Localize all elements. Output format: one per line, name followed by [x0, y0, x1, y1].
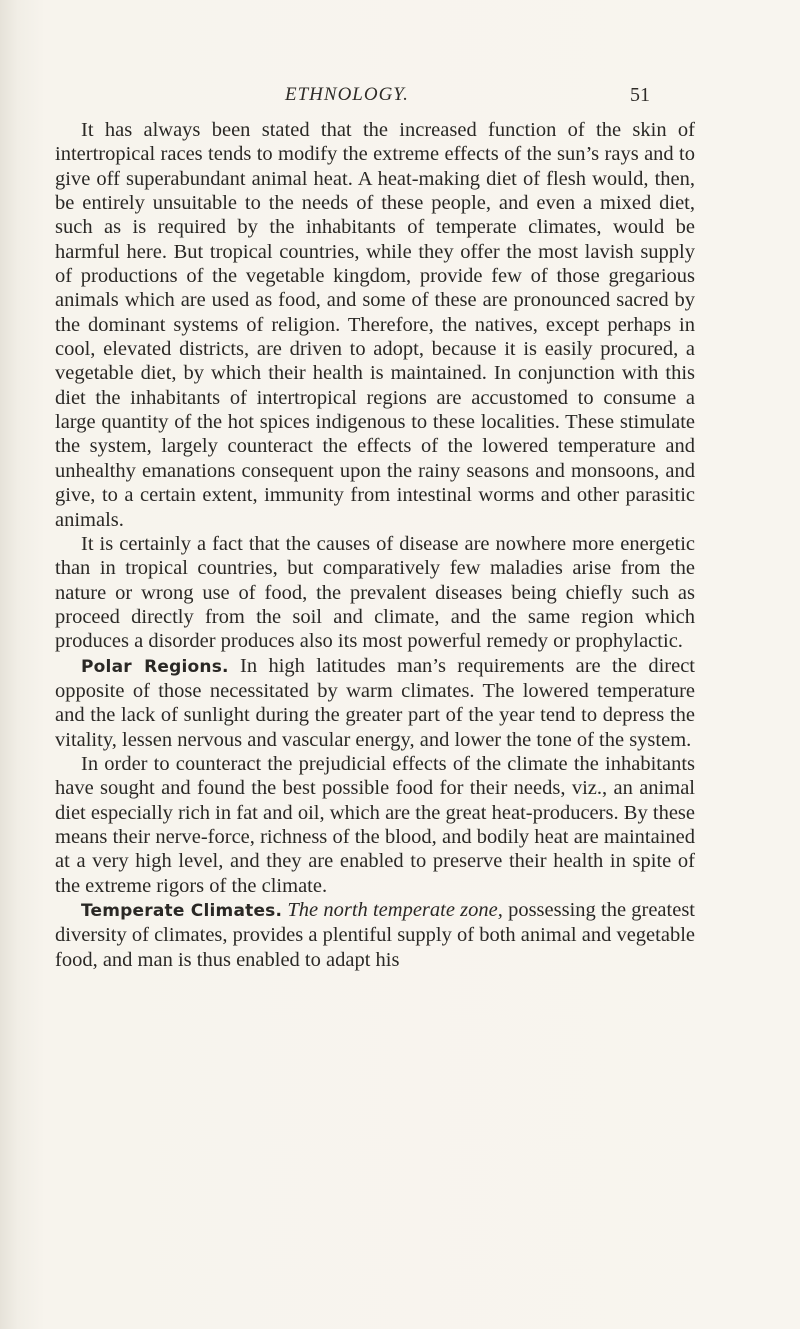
paragraph: [55, 898, 695, 972]
side-heading-temperate-climates: Temperate Climates.: [81, 901, 283, 921]
paragraph: [55, 532, 695, 654]
paragraph-text: In order to counteract the prejudicial effects of the climate the inhabitants have sought and found the best possible food for their needs, viz., an animal diet especially rich in fat and oil, which are the great heat-producers. By these means their nerve-force, richness of the blood, and bodily heat are maintained at a very high level, and they are enabled to preserve their health in spite of the extreme rigors of the climate.: [55, 752, 695, 897]
page-number: 51: [630, 84, 650, 106]
running-head: [0, 84, 800, 108]
paragraph: [55, 654, 695, 752]
paragraph-text: possessing the greatest diversity of climates, provides a plentiful supply of both animal and vegetable food, and man is thus enabled to adapt his: [55, 899, 695, 971]
running-title: ETHNOLOGY.: [285, 84, 409, 105]
side-heading-polar-regions: Polar Regions.: [81, 656, 229, 677]
paragraph-text: It is certainly a fact that the causes of disease are nowhere more energetic than in tropical countries, but comparatively few maladies arise from the nature or wrong use of food, the prevalent diseases being chiefly such as proceed directly from the soil and climate, and the same region which produces a disorder produces also its most powerful remedy or prophylactic.: [55, 532, 695, 653]
paragraph: [55, 752, 695, 898]
paragraph: [55, 118, 695, 532]
paragraph-text: In high latitudes man’s requirements are the direct opposite of those necessitated by warm climates. The lowered temperature and the lack of sunlight during the greater part of the year tend to depress the vitality, lessen nervous and vascular energy, and lower the tone of the system.: [55, 654, 696, 751]
italic-phrase: The north temperate zone,: [287, 899, 503, 921]
body-text: [55, 118, 695, 972]
paragraph-text: It has always been stated that the increased function of the skin of intertropical races tends to modify the extreme effects of the sun’s rays and to give off superabundant animal heat. A heat-making diet of flesh would, then, be entirely unsuitable to the needs of these people, and even a mixed diet, such as is required by the inhabitants of temperate climates, would be harmful here. But tropical countries, while they offer the most lavish supply of productions of the vegetable kingdom, provide few of those gregarious animals which are used as food, and some of these are pronounced sacred by the dominant systems of religion. Therefore, the natives, except perhaps in cool, elevated districts, are driven to adopt, because it is easily procured, a vegetable diet, by which their health is maintained. In conjunction with this diet the inhabitants of intertropical regions are accustomed to consume a large quantity of the hot spices indigenous to these localities. These stimulate the system, largely counteract the effects of the lowered temperature and unhealthy emanations consequent upon the rainy seasons and monsoons, and give, to a certain extent, immunity from intestinal worms and other parasitic animals.: [55, 119, 695, 531]
